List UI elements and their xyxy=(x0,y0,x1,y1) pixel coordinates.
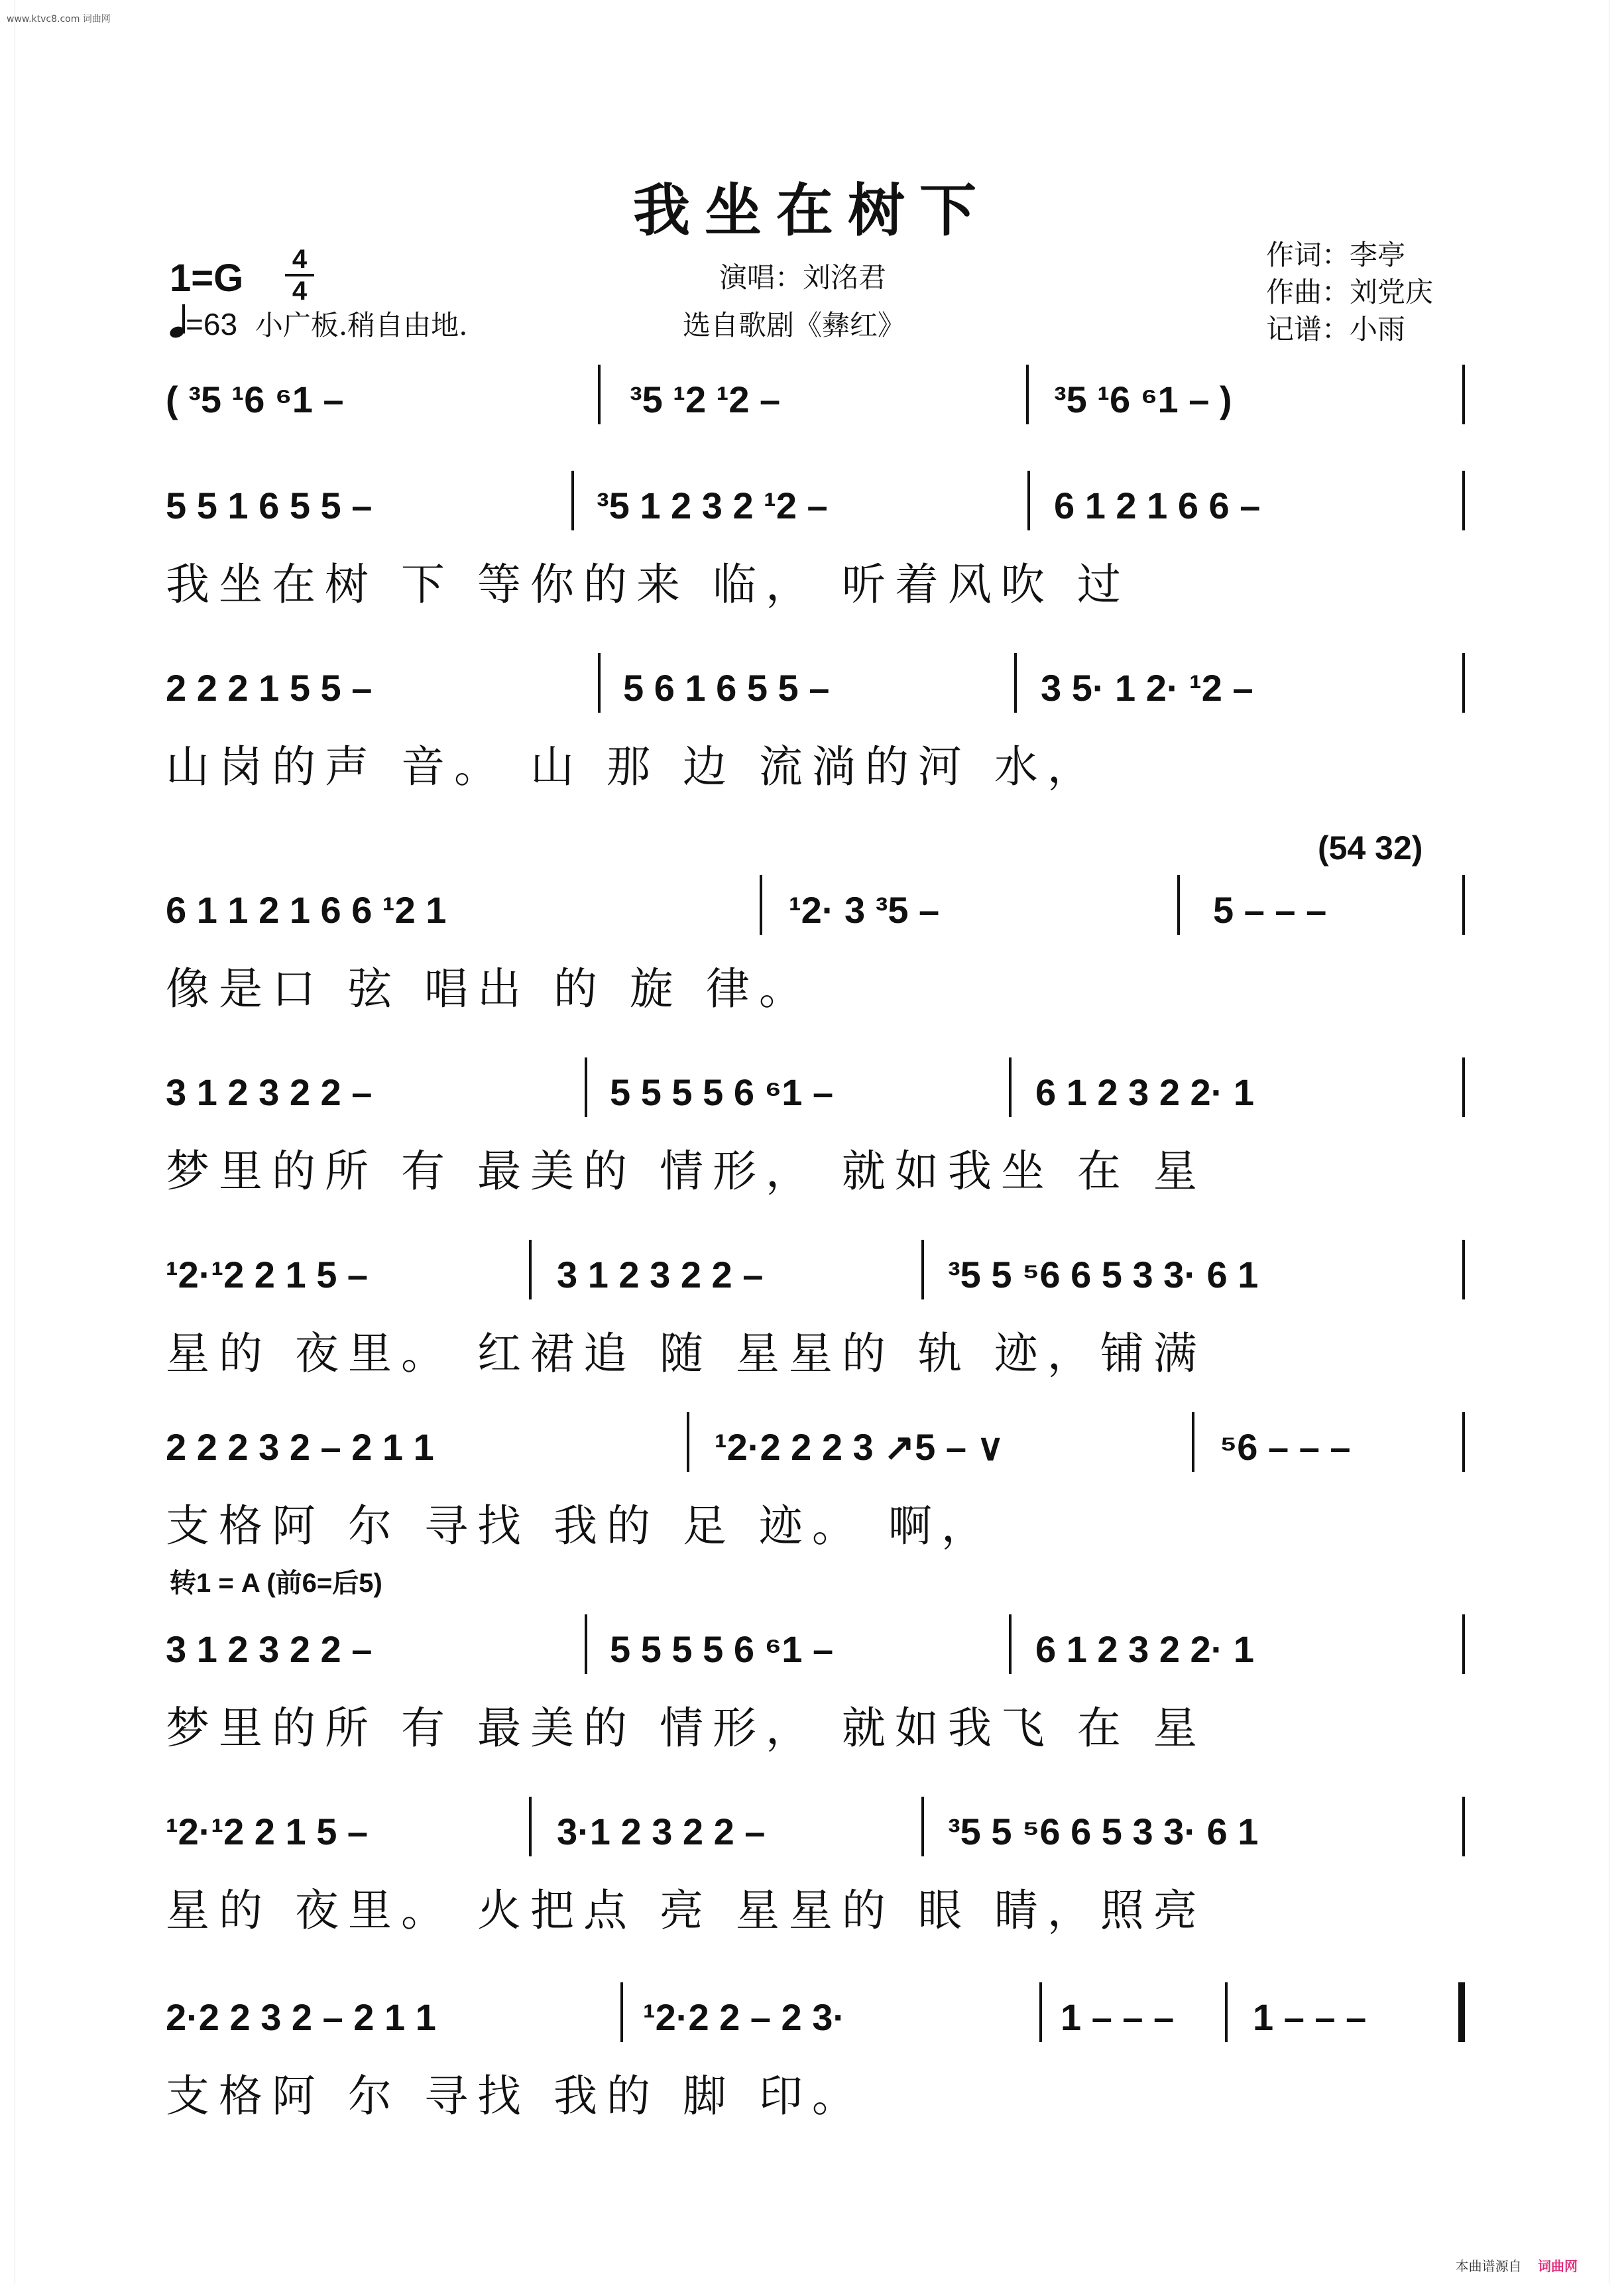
barline xyxy=(1462,1412,1465,1472)
row-3-notes xyxy=(166,882,1465,955)
barline xyxy=(1462,471,1465,530)
row-3-measure-3: 5 – – – xyxy=(1213,889,1327,931)
row-6-measure-3: ⁵6 – – – xyxy=(1220,1426,1351,1468)
barline xyxy=(1192,1412,1194,1472)
barline xyxy=(1462,875,1465,935)
composer-credit: 作曲：刘党庆 xyxy=(1266,276,1434,308)
site-logo[interactable]: 词曲网 xyxy=(1538,2258,1578,2274)
row-3-lyrics: 像是口 弦 唱出 的 旋 律。 xyxy=(166,963,812,1014)
barline xyxy=(1462,1240,1465,1299)
barline xyxy=(585,1614,587,1674)
footer-credit xyxy=(1456,2255,1578,2275)
row-4-notes xyxy=(166,1064,1465,1137)
intro-measure-1: ( ³5 ¹6 ⁶1 – xyxy=(166,379,344,420)
row-1-notes xyxy=(166,477,1465,550)
row-2-measure-2: 5 6 1 6 5 5 – xyxy=(623,667,830,709)
row-7-lyrics: 梦里的所 有 最美的 情形， 就如我飞 在 星 xyxy=(166,1703,1206,1754)
barline xyxy=(921,1240,924,1299)
row-8-measure-2: 3·1 2 3 2 2 – xyxy=(557,1811,766,1852)
row-1-lyrics: 我坐在树 下 等你的来 临， 听着风吹 过 xyxy=(166,559,1130,610)
barline xyxy=(1462,1797,1465,1856)
barline xyxy=(1014,653,1017,713)
key-signature: 1=G xyxy=(170,257,244,300)
row-9-notes xyxy=(166,1989,1465,2062)
row-2-measure-1: 2 2 2 1 5 5 – xyxy=(166,667,373,709)
transcriber-credit: 记谱：小雨 xyxy=(1266,313,1406,345)
row-1-measure-2: ³5 1 2 3 2 ¹2 – xyxy=(597,485,828,526)
barline xyxy=(585,1057,587,1117)
row-9-measure-3: 1 – – – xyxy=(1061,1996,1175,2038)
row-9-measure-4: 1 – – – xyxy=(1253,1996,1367,2038)
barline xyxy=(760,875,762,935)
row-9-lyrics: 支格阿 尔 寻找 我的 脚 印。 xyxy=(166,2071,865,2122)
row-7-notes xyxy=(166,1621,1465,1694)
intro-measure-2: ³5 ¹2 ¹2 – xyxy=(630,379,781,420)
barline xyxy=(1177,875,1180,935)
row-6-measure-2: ¹2·2 2 2 3 ↗5 – ∨ xyxy=(715,1426,1004,1468)
time-denominator: 4 xyxy=(292,276,308,306)
row-8-lyrics: 星的 夜里。 火把点 亮 星星的 眼 睛，照亮 xyxy=(166,1885,1206,1936)
row-6-measure-1: 2 2 2 3 2 – 2 1 1 xyxy=(166,1426,434,1468)
row-1-measure-1: 5 5 1 6 5 5 – xyxy=(166,485,373,526)
barline xyxy=(1462,653,1465,713)
row-5-measure-1: ¹2·¹2 2 1 5 – xyxy=(166,1254,369,1295)
row-2-lyrics: 山岗的声 音。 山 那 边 流淌的河 水， xyxy=(166,741,1100,792)
row-8-measure-1: ¹2·¹2 2 1 5 – xyxy=(166,1811,369,1852)
row-9-measure-2: ¹2·2 2 – 2 3· xyxy=(643,1996,846,2038)
row-6-notes xyxy=(166,1419,1465,1492)
row-4-measure-2: 5 5 5 5 6 ⁶1 – xyxy=(610,1071,834,1113)
intro-notes xyxy=(166,371,1465,444)
time-signature xyxy=(285,245,314,305)
barline xyxy=(921,1797,924,1856)
row-2-measure-3: 3 5· 1 2· ¹2 – xyxy=(1041,667,1253,709)
row-4-lyrics: 梦里的所 有 最美的 情形， 就如我坐 在 星 xyxy=(166,1146,1206,1197)
barline xyxy=(1462,1057,1465,1117)
tempo-value: =63 xyxy=(186,307,238,341)
row-2-notes xyxy=(166,660,1465,733)
row-4-measure-1: 3 1 2 3 2 2 – xyxy=(166,1071,373,1113)
barline xyxy=(687,1412,689,1472)
left-watermark-strip xyxy=(0,0,15,2284)
row-9-measure-1: 2·2 2 3 2 – 2 1 1 xyxy=(166,1996,436,2038)
row-7-measure-1: 3 1 2 3 2 2 – xyxy=(166,1628,373,1670)
row-5-notes xyxy=(166,1246,1465,1319)
barline xyxy=(571,471,574,530)
barline xyxy=(1026,365,1029,424)
row-6-lyrics: 支格阿 尔 寻找 我的 足 迹。 啊， xyxy=(166,1500,994,1551)
song-title: 我坐在树下 xyxy=(633,177,991,244)
row-5-measure-2: 3 1 2 3 2 2 – xyxy=(557,1254,764,1295)
tempo-marking xyxy=(170,304,468,343)
footer-source-label: 本曲谱源自 xyxy=(1455,2258,1522,2274)
barline xyxy=(1462,365,1465,424)
row-5-measure-3: ³5 5 ⁵6 6 5 3 3· 6 1 xyxy=(948,1254,1259,1295)
quarter-note-icon xyxy=(170,306,186,337)
time-numerator: 4 xyxy=(292,245,308,274)
row-5-lyrics: 星的 夜里。 红裙追 随 星星的 轨 迹，铺满 xyxy=(166,1328,1206,1379)
intro-measure-3: ³5 ¹6 ⁶1 – ) xyxy=(1054,379,1232,420)
barline xyxy=(598,653,601,713)
row-8-notes xyxy=(166,1803,1465,1876)
barline xyxy=(529,1240,532,1299)
source-credit: 选自歌剧《彝红》 xyxy=(683,309,906,341)
barline xyxy=(529,1797,532,1856)
barline xyxy=(1462,1614,1465,1674)
row-1-measure-3: 6 1 2 1 6 6 – xyxy=(1054,485,1261,526)
row-3-measure-2: ¹2· 3 ³5 – xyxy=(789,889,940,931)
barline xyxy=(1027,471,1030,530)
barline xyxy=(1009,1614,1012,1674)
top-watermark: www.ktvc8.com 词曲网 xyxy=(7,14,111,25)
barline xyxy=(1225,1982,1228,2042)
barline xyxy=(1009,1057,1012,1117)
row-8-measure-3: ³5 5 ⁵6 6 5 3 3· 6 1 xyxy=(948,1811,1259,1852)
row-4-measure-3: 6 1 2 3 2 2· 1 xyxy=(1035,1071,1255,1113)
singer-credit: 演唱：刘洺君 xyxy=(719,261,887,294)
modulation-marking: 转1 = A (前6=后5) xyxy=(170,1569,382,1598)
right-watermark-strip xyxy=(1609,0,1624,2284)
row-7-measure-3: 6 1 2 3 2 2· 1 xyxy=(1035,1628,1255,1670)
tempo-text: 小广板.稍自由地. xyxy=(255,309,468,341)
interlude-marking: (54 32) xyxy=(1318,829,1423,867)
lyricist-credit: 作词：李亭 xyxy=(1266,239,1406,271)
barline xyxy=(1039,1982,1042,2042)
final-barline xyxy=(1458,1982,1465,2042)
barline xyxy=(598,365,601,424)
row-7-measure-2: 5 5 5 5 6 ⁶1 – xyxy=(610,1628,834,1670)
row-3-measure-1: 6 1 1 2 1 6 6 ¹2 1 xyxy=(166,889,447,931)
barline xyxy=(620,1982,623,2042)
